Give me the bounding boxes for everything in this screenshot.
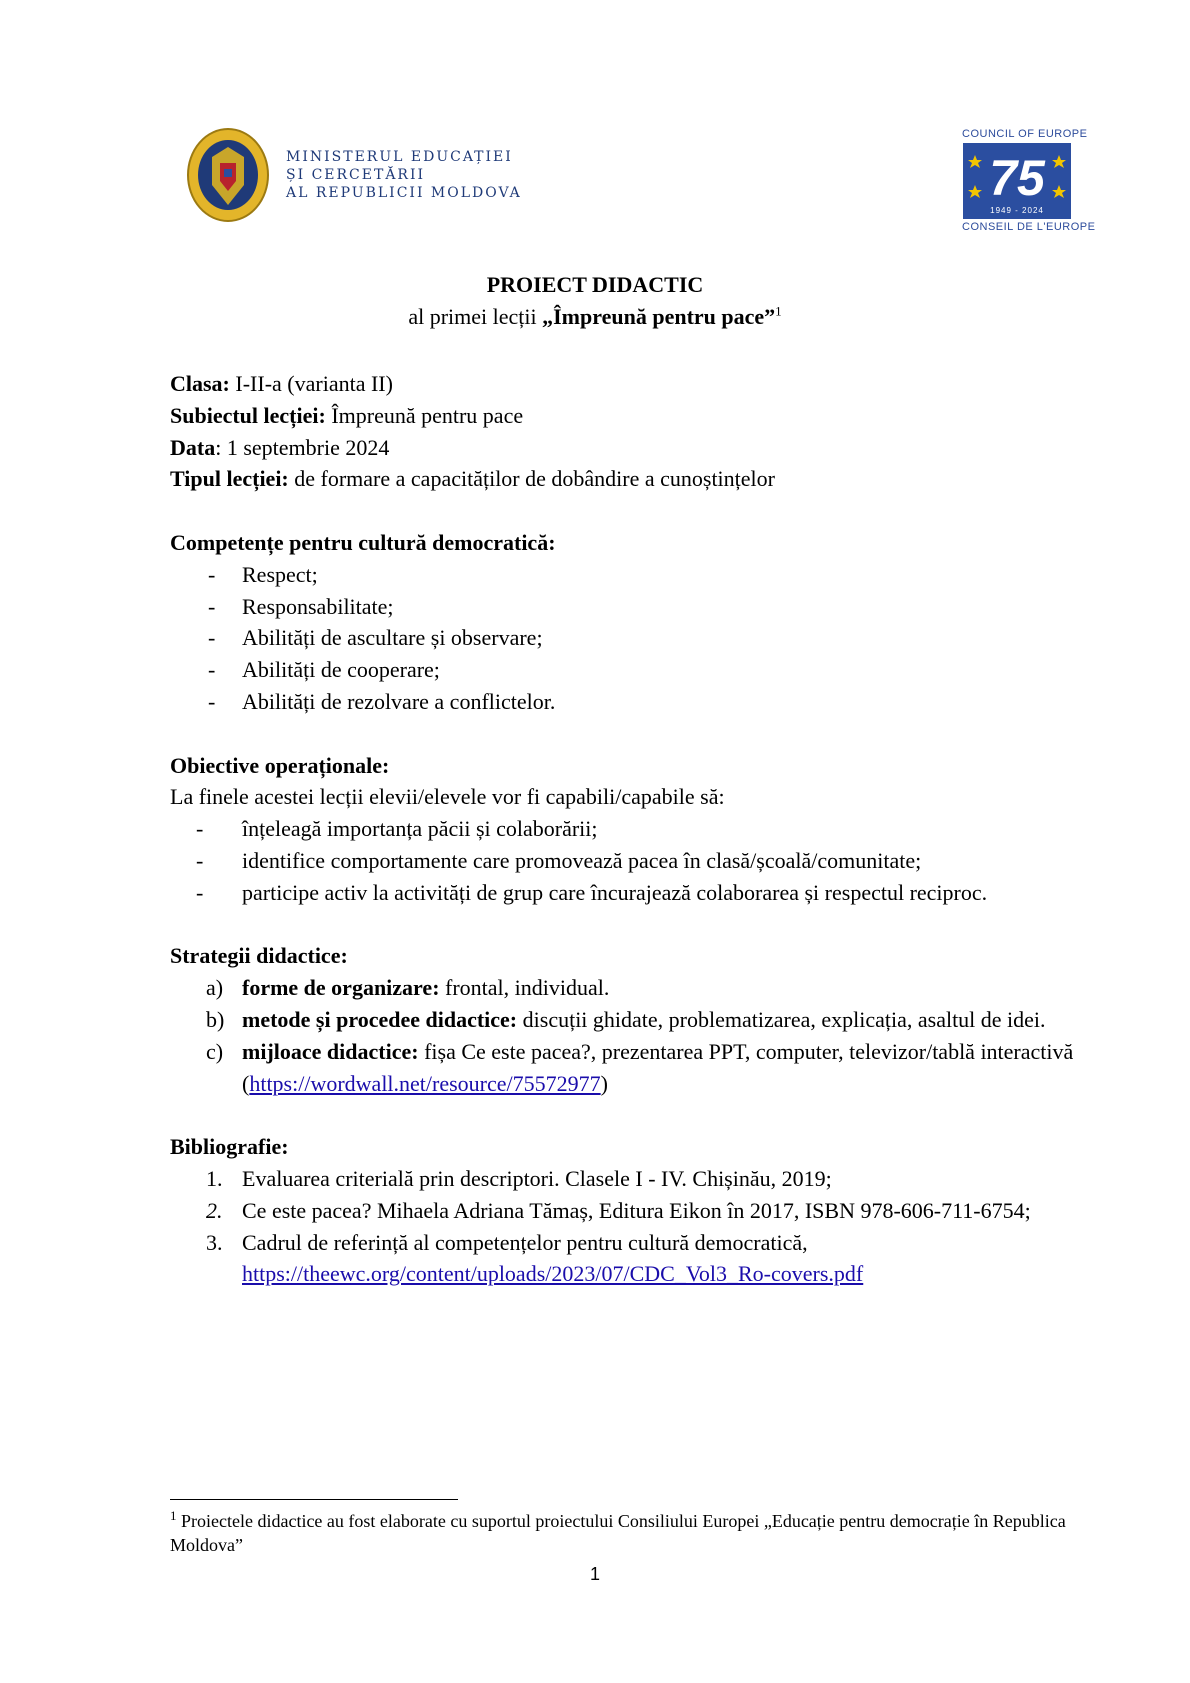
page-number: 1	[589, 1564, 600, 1584]
info-subiect: Subiectul lecției: Împreună pentru pace	[170, 402, 524, 428]
footnote-ref: 1	[775, 303, 782, 319]
ministry-seal-icon	[186, 127, 270, 223]
strategii-heading: Strategii didactice:	[170, 943, 348, 969]
list-item: - Respect;	[208, 561, 318, 587]
bibliografie-item: 2. Ce este pacea? Mihaela Adriana Tămaș, Editura Eikon în 2017, ISBN 978-606-711-6754;	[206, 1197, 1031, 1223]
bibliografie-item: 3. Cadrul de referință al competențelor pentru cultură democratică, https://theewc.org/content/uploads/2023/07/CDC_Vol3_Ro-covers.pdf	[206, 1229, 864, 1287]
coe-years: 1949 - 2024	[990, 206, 1044, 215]
strategie-item-c: c) mijloace didactice: fișa Ce este pacea?, prezentarea PPT, computer, televizor/tablă interactivă (https://wordwall.net/resource/75572977)	[206, 1038, 1074, 1096]
list-item: - Abilități de ascultare și observare;	[208, 625, 543, 651]
lesson-name: „Împreună pentru pace”	[542, 304, 776, 329]
list-item: - participe activ la activități de grup care încurajează colaborarea și respectul reciproc.	[196, 879, 988, 905]
document-subtitle	[0, 304, 1190, 330]
strategie-item-a: a) forme de organizare: frontal, individual.	[206, 975, 610, 1001]
competente-heading: Competențe pentru cultură democratică:	[170, 529, 556, 555]
obiective-heading: Obiective operaționale:	[170, 752, 390, 778]
document-title: PROIECT DIDACTIC	[486, 272, 704, 297]
footnote-separator	[170, 1499, 458, 1500]
list-item: - Responsabilitate;	[208, 593, 394, 619]
ministry-name-line-3: AL REPUBLICII MOLDOVA	[286, 185, 522, 201]
info-data: Data: 1 septembrie 2024	[170, 434, 390, 460]
list-item: - identifice comportamente care promovează pacea în clasă/școală/comunitate;	[196, 847, 922, 873]
coe-bottom-label: CONSEIL DE L'EUROPE	[962, 221, 1096, 233]
list-item: - Abilități de rezolvare a conflictelor.	[208, 688, 556, 714]
bibliografie-heading: Bibliografie:	[170, 1134, 289, 1160]
list-item: - Abilități de cooperare;	[208, 657, 440, 683]
ministry-name-line-2: ȘI CERCETĂRII	[286, 167, 426, 183]
coe-number: 75	[989, 150, 1045, 206]
ministry-logo	[186, 127, 522, 223]
coe-75-emblem	[963, 143, 1071, 219]
list-item: - înțeleagă importanța păcii și colaborării;	[196, 816, 598, 842]
wordwall-link[interactable]: https://wordwall.net/resource/75572977	[249, 1070, 601, 1096]
coe-stars-icon	[963, 143, 1071, 219]
strategie-item-b: b) metode și procedee didactice: discuții ghidate, problematizarea, explicația, asaltul de idei.	[206, 1006, 1046, 1032]
info-clasa: Clasa: I-II-a (varianta II)	[170, 371, 393, 396]
subtitle-prefix: al primei lecții	[408, 304, 543, 329]
document-body	[170, 368, 1110, 1290]
obiective-intro: La finele acestei lecții elevii/elevele vor fi capabili/capabile să:	[170, 784, 725, 810]
bibliografie-item: 1. Evaluarea criterială prin descriptori. Clasele I - IV. Chișinău, 2019;	[206, 1165, 832, 1191]
footnote: $^1$ Proiectele didactice au fost elaborate cu suportul proiectului Consiliului Europei „Educație pentru democrație în Republica Moldova”	[170, 1508, 1066, 1555]
council-of-europe-logo	[962, 128, 1096, 233]
ministry-name-line-1: MINISTERUL EDUCAȚIEI	[286, 149, 513, 165]
coe-top-label: COUNCIL OF EUROPE	[962, 128, 1088, 140]
cdc-pdf-link[interactable]: https://theewc.org/content/uploads/2023/07/CDC_Vol3_Ro-covers.pdf	[242, 1261, 864, 1287]
info-tip: Tipul lecției: de formare a capacităților de dobândire a cunoștințelor	[170, 466, 775, 492]
